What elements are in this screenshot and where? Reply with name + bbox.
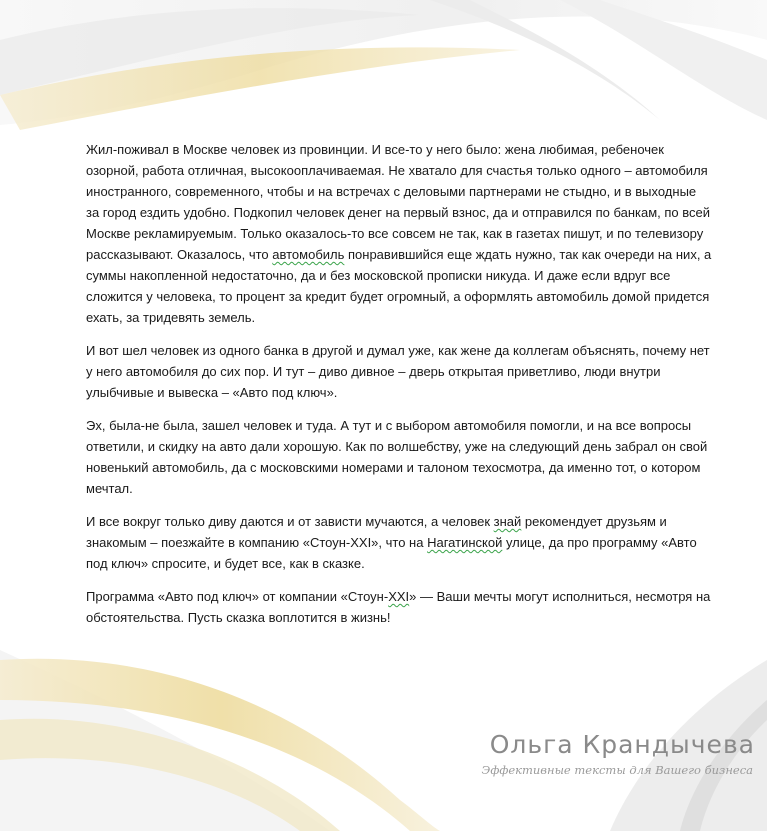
- author-tagline: Эффективные тексты для Вашего бизнеса: [481, 763, 753, 777]
- text-run: Эх, была-не была, зашел человек и туда. А тут и с выбором автомобиля помогли, и на все вопросы ответили, и скидку на авто дали хорошую. Как по волшебству, уже на следующий день забрал он свой новенький автомобиль, да с московскими номерами и талоном техосмотра, да именно тот, о котором мечтал.: [86, 418, 708, 496]
- text-run: рекомендует друзьям и знакомым – поезжайте в компанию «Стоун-XXI», что на: [86, 514, 667, 550]
- spellcheck-flagged-word: знай: [493, 514, 522, 529]
- text-run: Программа «Авто под ключ» от компании «Стоун-: [86, 589, 389, 604]
- spellcheck-flagged-word: XXI: [388, 589, 410, 604]
- spellcheck-flagged-word: автомобиль: [272, 247, 345, 262]
- text-run: понравившийся еще ждать нужно, так как очереди на них, а суммы накопленной недостаточно, да и без московской прописки никуда. И даже если вдруг все сложится у человека, то процент за кредит будет огромный, а оформлять автомобиль домой придется ехать, за тридевять земель.: [86, 247, 712, 325]
- paragraph-4: [86, 511, 712, 574]
- text-run: » — Ваши мечты могут исполниться, несмотря на обстоятельства. Пусть сказка воплотится в жизнь!: [86, 589, 711, 625]
- text-run: Жил-поживал в Москве человек из провинции. И все-то у него было: жена любимая, ребеночек озорной, работа отличная, высокооплачиваемая. Не хватало для счастья только одного – автомобиля иностранного, современного, чтобы и на встречах с деловыми партнерами не стыдно, и в выходные за город ездить удобно. Подкопил человек денег на первый взнос, да и отправился по банкам, по всей Москве рекламируемым. Только оказалось-то все совсем не так, как в газетах пишут, и по телевизору рассказывают. Оказалось, что: [86, 142, 710, 262]
- text-run: И все вокруг только диву даются и от зависти мучаются, а человек: [86, 514, 494, 529]
- author-signature: [482, 730, 755, 777]
- text-run: И вот шел человек из одного банка в другой и думал уже, как жене да коллегам объяснять, почему нет у него автомобиля до сих пор. И тут – диво дивное – дверь открытая приветливо, люди внутри улыбчивые и вывеска – «Авто под ключ».: [86, 343, 710, 400]
- paragraph-1: [86, 139, 712, 328]
- document-body: [86, 139, 712, 640]
- paragraph-3: [86, 415, 712, 499]
- paragraph-5: [86, 586, 712, 628]
- author-name: Ольга Крандычева: [489, 730, 755, 759]
- text-run: улице, да про программу «Авто под ключ» спросите, и будет все, как в сказке.: [86, 535, 697, 571]
- spellcheck-flagged-word: Нагатинской: [427, 535, 503, 550]
- paragraph-2: [86, 340, 712, 403]
